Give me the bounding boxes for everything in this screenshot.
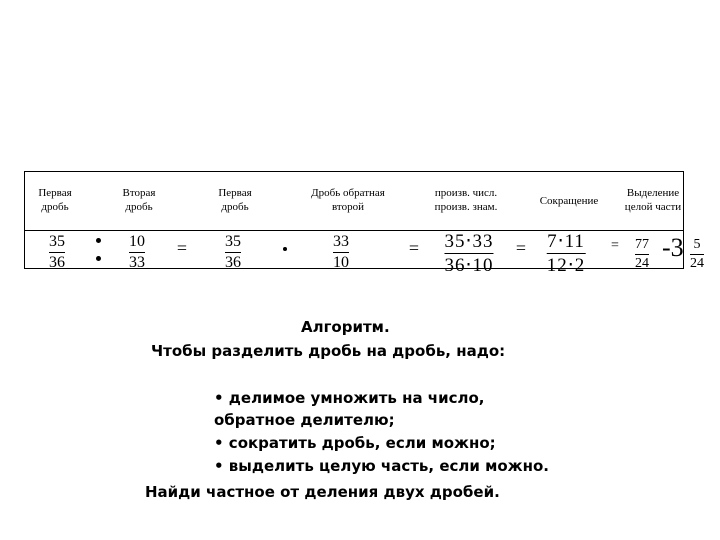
- denominator: 24: [690, 256, 704, 271]
- header-first-fraction: Первая дробь: [38, 187, 72, 213]
- denominator: 10: [333, 254, 349, 271]
- numerator: 77: [635, 237, 649, 252]
- denominator: 36: [49, 254, 65, 271]
- header-whole-part: Выделение целой части: [624, 187, 682, 213]
- colon-dot-top: [96, 238, 101, 243]
- fraction-remainder: [690, 238, 704, 271]
- fraction-bar: [333, 252, 349, 253]
- denominator: 12⋅2: [546, 255, 586, 276]
- denominator: 33: [129, 254, 145, 271]
- fraction-bar: [49, 252, 65, 253]
- fraction-products: [444, 232, 493, 275]
- colon-dot-bottom: [96, 256, 101, 261]
- header-reduction: Сокращение: [539, 195, 599, 207]
- fraction-bar: [547, 253, 586, 254]
- algorithm-step-2: • сократить дробь, если можно;: [214, 434, 496, 452]
- fraction-bar: [225, 252, 241, 253]
- fraction-reduced: [547, 232, 586, 275]
- task-text: Найди частное от деления двух дробей.: [145, 483, 500, 501]
- equals-sign: =: [611, 238, 619, 253]
- fraction-second: [129, 234, 145, 271]
- denominator: 36: [225, 254, 241, 271]
- fraction-bar: [444, 253, 493, 254]
- numerator: 5: [693, 237, 701, 252]
- fraction-bar: [129, 252, 145, 253]
- numerator: 10: [129, 233, 145, 250]
- algorithm-step-1: • делимое умножить на число,: [214, 389, 485, 407]
- numerator: 35⋅33: [444, 231, 494, 252]
- equals-sign: =: [408, 238, 420, 258]
- whole-part: -3: [662, 233, 684, 262]
- denominator: 24: [635, 256, 649, 271]
- fraction-improper: [635, 238, 649, 271]
- fraction-first: [49, 234, 65, 271]
- multiply-dot: [283, 247, 287, 251]
- algorithm-step-1-cont: обратное делителю;: [214, 411, 395, 429]
- equals-sign: =: [515, 238, 527, 258]
- denominator: 36⋅10: [444, 255, 494, 276]
- algorithm-title: Алгоритм.: [301, 318, 390, 336]
- numerator: 7⋅11: [547, 231, 585, 252]
- numerator: 35: [49, 233, 65, 250]
- numerator: 35: [225, 233, 241, 250]
- fraction-bar: [690, 254, 704, 255]
- header-reciprocal: Дробь обратная второй: [311, 187, 385, 213]
- fraction-third: [225, 234, 241, 271]
- fraction-division-table: [24, 171, 704, 276]
- header-second-fraction: Вторая дробь: [122, 187, 156, 213]
- header-products: произв. числ. произв. знам.: [434, 187, 498, 213]
- fraction-reciprocal: [333, 234, 349, 271]
- algorithm-step-3: • выделить целую часть, если можно.: [214, 457, 549, 475]
- header-first-fraction-again: Первая дробь: [218, 187, 252, 213]
- algorithm-intro: Чтобы разделить дробь на дробь, надо:: [151, 342, 506, 360]
- fraction-bar: [635, 254, 649, 255]
- equals-sign: =: [176, 238, 188, 258]
- numerator: 33: [333, 233, 349, 250]
